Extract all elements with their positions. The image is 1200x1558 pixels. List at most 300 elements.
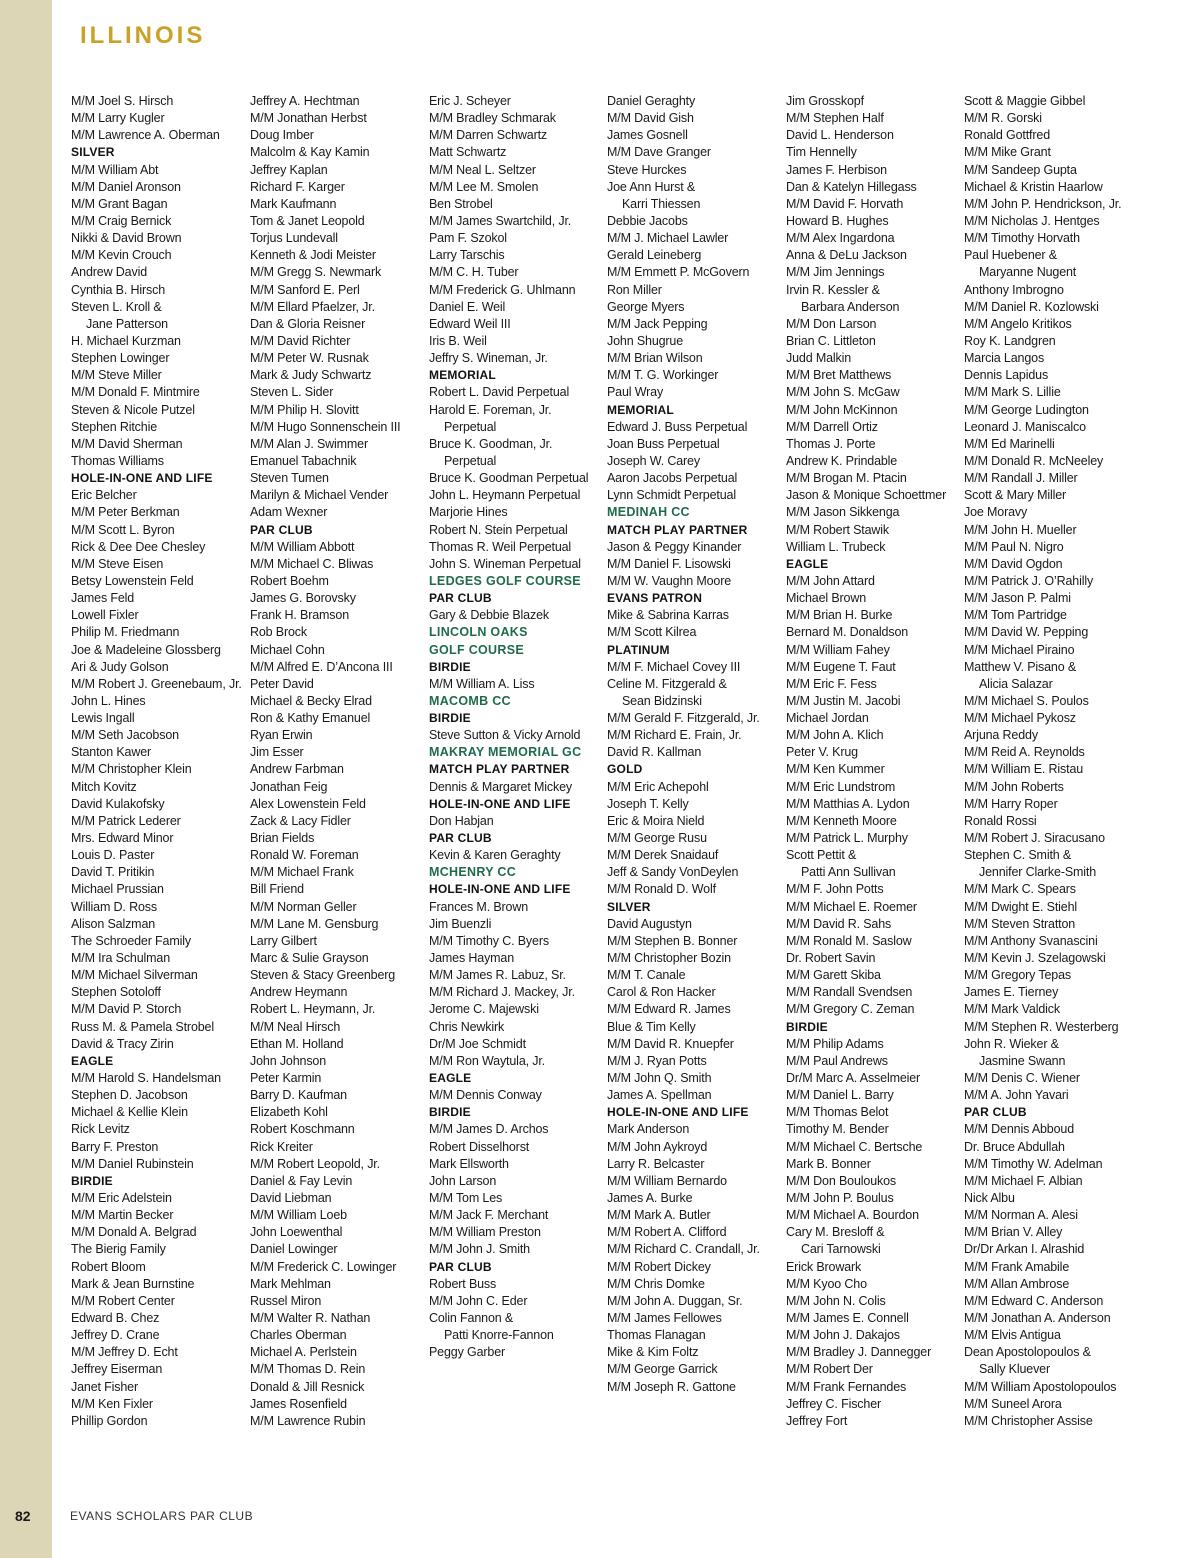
donor-name: M/M Richard C. Crandall, Jr. bbox=[607, 1242, 760, 1257]
donor-name: M/M Jason P. Palmi bbox=[964, 591, 1071, 606]
donor-name: Arjuna Reddy bbox=[964, 728, 1038, 743]
donor-name: Mark & Judy Schwartz bbox=[250, 368, 372, 383]
donor-name: M/M Stephen Half bbox=[786, 111, 884, 126]
donor-name: Bill Friend bbox=[250, 882, 304, 897]
donor-name: James A. Burke bbox=[607, 1191, 693, 1205]
donor-name: M/M Ronald M. Saslow bbox=[786, 933, 912, 948]
donor-name: Richard F. Karger bbox=[250, 179, 345, 194]
donor-name: M/M Don Larson bbox=[786, 316, 877, 331]
donor-name: M/M Steve Eisen bbox=[71, 556, 164, 571]
donor-name: Dr/Dr Arkan I. Alrashid bbox=[964, 1242, 1085, 1257]
donor-name: M/M John A. Duggan, Sr. bbox=[607, 1293, 743, 1308]
donor-name: M/M Darrell Ortiz bbox=[786, 419, 878, 434]
donor-name: Anna & DeLu Jackson bbox=[786, 248, 907, 263]
donor-name: M/M Larry Kugler bbox=[71, 111, 165, 126]
donor-name: Frank H. Bramson bbox=[250, 608, 350, 623]
donor-name-continuation: Jane Patterson bbox=[86, 316, 168, 331]
category-heading: GOLD bbox=[607, 762, 643, 777]
donor-name: M/M Gregg S. Newmark bbox=[250, 265, 382, 280]
donor-name: M/M Patrick L. Murphy bbox=[786, 831, 908, 846]
donor-name: Mark Mehlman bbox=[250, 1276, 331, 1291]
donor-name: M/M Grant Bagan bbox=[71, 196, 168, 211]
donor-name: M/M James Fellowes bbox=[607, 1310, 722, 1325]
page-side-band bbox=[0, 0, 52, 1558]
donor-name-continuation: Patti Ann Sullivan bbox=[801, 865, 896, 880]
donor-name: M/M Michael E. Roemer bbox=[786, 899, 917, 914]
donor-name: Mark Anderson bbox=[607, 1122, 690, 1137]
donor-name: Andrew Farbman bbox=[250, 762, 344, 777]
category-heading: MEMORIAL bbox=[607, 402, 674, 417]
donor-name: David T. Pritikin bbox=[71, 865, 155, 880]
donor-name: M/M R. Gorski bbox=[964, 111, 1042, 126]
donor-name: Michael & Kristin Haarlow bbox=[964, 179, 1103, 194]
donor-name: M/M Christopher Bozin bbox=[607, 951, 731, 966]
donor-name-continuation: Cari Tarnowski bbox=[801, 1242, 881, 1257]
donor-name: Stephen Sotoloff bbox=[71, 985, 161, 1000]
donor-name: M/M Eugene T. Faut bbox=[786, 659, 896, 674]
donor-name: Cary M. Bresloff & bbox=[786, 1225, 885, 1240]
donor-name: Stephen D. Jacobson bbox=[71, 1088, 188, 1103]
donor-name: Robert Boehm bbox=[250, 573, 329, 588]
category-heading: HOLE-IN-ONE AND LIFE bbox=[429, 796, 571, 811]
donor-name: James E. Tierney bbox=[964, 985, 1059, 1000]
category-heading: HOLE-IN-ONE AND LIFE bbox=[607, 1105, 749, 1120]
donor-name: Peggy Garber bbox=[429, 1345, 506, 1360]
donor-name: James Rosenfield bbox=[250, 1396, 347, 1411]
donor-name: M/M Gregory C. Zeman bbox=[786, 1002, 915, 1017]
donor-name: Marc & Sulie Grayson bbox=[250, 951, 369, 966]
donor-name: M/M Stephen R. Westerberg bbox=[964, 1019, 1119, 1034]
donor-name: M/M Michael Silverman bbox=[71, 968, 198, 983]
category-heading: BIRDIE bbox=[429, 659, 471, 674]
donor-column-2 bbox=[250, 93, 428, 1430]
donor-name: M/M Kenneth Moore bbox=[786, 813, 897, 828]
donor-name: Russel Miron bbox=[250, 1293, 322, 1308]
donor-name: M/M Chris Domke bbox=[607, 1276, 705, 1291]
donor-name: Daniel E. Weil bbox=[429, 299, 506, 314]
donor-name: M/M Edward C. Anderson bbox=[964, 1293, 1104, 1308]
donor-name: Blue & Tim Kelly bbox=[607, 1019, 696, 1034]
category-heading: EAGLE bbox=[71, 1053, 114, 1068]
donor-name: Carol & Ron Hacker bbox=[607, 985, 716, 1000]
donor-name: John L. Hines bbox=[71, 693, 146, 708]
publication-name: EVANS SCHOLARS PAR CLUB bbox=[70, 1509, 254, 1523]
donor-name: Malcolm & Kay Kamin bbox=[250, 145, 370, 160]
donor-name: M/M W. Vaughn Moore bbox=[607, 573, 732, 588]
donor-name: Marilyn & Michael Vender bbox=[250, 488, 389, 503]
donor-name-continuation: Perpetual bbox=[444, 453, 497, 468]
donor-name: M/M Reid A. Reynolds bbox=[964, 745, 1085, 760]
donor-name: Robert Koschmann bbox=[250, 1122, 355, 1137]
donor-name: William D. Ross bbox=[71, 899, 157, 914]
donor-name: M/M Michael Pykosz bbox=[964, 711, 1076, 726]
donor-name: M/M James D. Archos bbox=[429, 1122, 549, 1137]
donor-name: James G. Borovsky bbox=[250, 591, 356, 606]
donor-name: John S. Wineman Perpetual bbox=[429, 556, 581, 571]
donor-name: Jonathan Feig bbox=[250, 779, 328, 794]
donor-name: Ari & Judy Golson bbox=[71, 659, 169, 674]
category-heading: BIRDIE bbox=[71, 1173, 113, 1188]
donor-name: M/M John H. Mueller bbox=[964, 522, 1077, 537]
club-heading: MAKRAY MEMORIAL GC bbox=[429, 745, 582, 760]
category-heading: BIRDIE bbox=[786, 1019, 828, 1034]
donor-name: Louis D. Paster bbox=[71, 848, 155, 863]
donor-name: Alison Salzman bbox=[71, 916, 156, 931]
donor-name: M/M Gregory Tepas bbox=[964, 968, 1071, 983]
donor-name-continuation: Sean Bidzinski bbox=[622, 693, 702, 708]
donor-name: M/M William E. Ristau bbox=[964, 762, 1084, 777]
donor-name: Elizabeth Kohl bbox=[250, 1105, 328, 1120]
donor-name: M/M Robert Leopold, Jr. bbox=[250, 1156, 380, 1171]
donor-name: M/M Mark A. Butler bbox=[607, 1208, 711, 1223]
category-heading: BIRDIE bbox=[429, 711, 471, 726]
donor-name: Mark Kaufmann bbox=[250, 196, 337, 211]
donor-name: Mitch Kovitz bbox=[71, 779, 137, 794]
donor-name: Thomas J. Porte bbox=[786, 436, 876, 451]
donor-name: M/M Robert Stawik bbox=[786, 522, 890, 537]
donor-column-3 bbox=[429, 93, 607, 1361]
donor-name: Howard B. Hughes bbox=[786, 213, 889, 228]
donor-name: M/M F. Michael Covey III bbox=[607, 659, 741, 674]
donor-name: Dennis & Margaret Mickey bbox=[429, 779, 572, 794]
donor-name: Robert Disselhorst bbox=[429, 1139, 530, 1154]
donor-name: Marcia Langos bbox=[964, 351, 1045, 366]
donor-name: M/M Lee M. Smolen bbox=[429, 179, 539, 194]
donor-name: Lewis Ingall bbox=[71, 711, 135, 726]
donor-name: M/M Sandeep Gupta bbox=[964, 162, 1077, 177]
donor-name: M/M John C. Eder bbox=[429, 1293, 528, 1308]
donor-name: M/M C. H. Tuber bbox=[429, 265, 519, 280]
donor-name: Larry Tarschis bbox=[429, 248, 505, 263]
club-heading: MACOMB CC bbox=[429, 693, 511, 708]
donor-name: M/M Brogan M. Ptacin bbox=[786, 471, 907, 486]
donor-name: M/M Jim Jennings bbox=[786, 265, 885, 280]
donor-name: M/M Robert A. Clifford bbox=[607, 1225, 727, 1240]
donor-name: Michael Cohn bbox=[250, 642, 325, 657]
donor-name: Lowell Fixler bbox=[71, 608, 139, 623]
donor-name: M/M Suneel Arora bbox=[964, 1396, 1062, 1411]
donor-name: M/M Kevin Crouch bbox=[71, 248, 172, 263]
donor-name: M/M David R. Knuepfer bbox=[607, 1036, 734, 1051]
donor-name: M/M Jason Sikkenga bbox=[786, 505, 900, 520]
donor-name: M/M John N. Colis bbox=[786, 1293, 886, 1308]
donor-name: Ronald Rossi bbox=[964, 813, 1037, 828]
donor-name: M/M Elvis Antigua bbox=[964, 1328, 1061, 1343]
donor-name: Kevin & Karen Geraghty bbox=[429, 848, 561, 863]
donor-name: M/M Scott Kilrea bbox=[607, 625, 697, 640]
donor-name: Jason & Monique Schoettmer bbox=[786, 488, 947, 503]
donor-name: M/M Jack F. Merchant bbox=[429, 1208, 549, 1223]
donor-name: Jim Esser bbox=[250, 745, 304, 760]
donor-name: M/M Michael C. Bertsche bbox=[786, 1139, 923, 1154]
category-heading: MATCH PLAY PARTNER bbox=[607, 522, 748, 537]
donor-name: Andrew K. Prindable bbox=[786, 453, 898, 468]
donor-name: M/M Philip Adams bbox=[786, 1036, 884, 1051]
donor-name: M/M Joseph R. Gattone bbox=[607, 1379, 736, 1394]
donor-name: M/M William Loeb bbox=[250, 1208, 347, 1223]
donor-name-continuation: Sally Kluever bbox=[979, 1362, 1050, 1377]
donor-name: M/M Jack Pepping bbox=[607, 316, 708, 331]
donor-name: M/M Hugo Sonnenschein III bbox=[250, 419, 401, 434]
donor-name: Mike & Sabrina Karras bbox=[607, 608, 729, 623]
club-heading: LINCOLN OAKS bbox=[429, 625, 528, 640]
donor-name: Dr/M Joe Schmidt bbox=[429, 1036, 526, 1051]
donor-name: Michael Prussian bbox=[71, 882, 164, 897]
donor-name: M/M John S. McGaw bbox=[786, 385, 900, 400]
donor-name: M/M Paul N. Nigro bbox=[964, 539, 1064, 554]
donor-name: Joan Buss Perpetual bbox=[607, 436, 720, 451]
donor-name: James Feld bbox=[71, 591, 135, 606]
donor-name: M/M Nicholas J. Hentges bbox=[964, 213, 1100, 228]
donor-name: M/M Thomas Belot bbox=[786, 1105, 889, 1120]
donor-name: M/M Frederick C. Lowinger bbox=[250, 1259, 397, 1274]
donor-name: M/M John Roberts bbox=[964, 779, 1064, 794]
donor-name: Pam F. Szokol bbox=[429, 231, 507, 246]
donor-name: Eric J. Scheyer bbox=[429, 94, 511, 108]
donor-name: M/M Donald A. Belgrad bbox=[71, 1225, 197, 1240]
donor-name: M/M Ronald D. Wolf bbox=[607, 882, 716, 897]
donor-name: Paul Huebener & bbox=[964, 248, 1057, 263]
donor-name: M/M Bradley Schmarak bbox=[429, 111, 556, 126]
donor-name: John Loewenthal bbox=[250, 1225, 343, 1240]
donor-name: Edward J. Buss Perpetual bbox=[607, 419, 748, 434]
donor-name: M/M Edward R. James bbox=[607, 1002, 731, 1017]
donor-name: Russ M. & Pamela Strobel bbox=[71, 1019, 214, 1034]
donor-name: M/M Daniel F. Lisowski bbox=[607, 556, 731, 571]
donor-name: Eric & Moira Nield bbox=[607, 813, 705, 828]
donor-name: M/M Ira Schulman bbox=[71, 951, 171, 966]
donor-name: Charles Oberman bbox=[250, 1328, 347, 1343]
donor-name: M/M J. Ryan Potts bbox=[607, 1053, 707, 1068]
donor-name: Cynthia B. Hirsch bbox=[71, 282, 166, 297]
donor-name: M/M Richard J. Mackey, Jr. bbox=[429, 985, 575, 1000]
category-heading: MEMORIAL bbox=[429, 368, 496, 383]
donor-name: Frances M. Brown bbox=[429, 899, 529, 914]
donor-name: M/M T. G. Workinger bbox=[607, 368, 719, 383]
donor-name: M/M Harry Roper bbox=[964, 796, 1058, 811]
donor-name: Emanuel Tabachnik bbox=[250, 453, 357, 468]
donor-name: M/M Dwight E. Stiehl bbox=[964, 899, 1078, 914]
donor-name: Ron & Kathy Emanuel bbox=[250, 711, 371, 726]
donor-name: Joe Moravy bbox=[964, 505, 1028, 520]
donor-name: Mark Ellsworth bbox=[429, 1156, 509, 1171]
donor-name: M/M Frank Fernandes bbox=[786, 1379, 907, 1394]
donor-name: M/M Mike Grant bbox=[964, 145, 1051, 160]
donor-name: Erick Browark bbox=[786, 1259, 862, 1274]
donor-name: M/M Angelo Kritikos bbox=[964, 316, 1072, 331]
donor-name: M/M Frank Amabile bbox=[964, 1259, 1070, 1274]
donor-name: David Kulakofsky bbox=[71, 796, 165, 811]
donor-name: Eric Belcher bbox=[71, 488, 137, 503]
donor-name: Michael Brown bbox=[786, 591, 867, 606]
donor-name: John L. Heymann Perpetual bbox=[429, 488, 581, 503]
donor-name: Leonard J. Maniscalco bbox=[964, 419, 1086, 434]
donor-name: Rick Levitz bbox=[71, 1122, 130, 1137]
donor-name: Tim Hennelly bbox=[786, 145, 857, 160]
donor-name: Chris Newkirk bbox=[429, 1019, 505, 1034]
category-heading: PAR CLUB bbox=[429, 591, 492, 606]
donor-name: Adam Wexner bbox=[250, 505, 328, 520]
donor-name: M/M Eric Achepohl bbox=[607, 779, 709, 794]
donor-name: M/M Ed Marinelli bbox=[964, 436, 1055, 451]
donor-name: James Hayman bbox=[429, 951, 515, 966]
donor-name: M/M John Q. Smith bbox=[607, 1071, 712, 1086]
donor-name: Janet Fisher bbox=[71, 1379, 138, 1394]
donor-name: M/M Ken Kummer bbox=[786, 762, 885, 777]
donor-name: Joe Ann Hurst & bbox=[607, 179, 696, 194]
category-heading: EAGLE bbox=[429, 1071, 472, 1086]
donor-name: M/M Patrick Lederer bbox=[71, 813, 181, 828]
donor-name: Matt Schwartz bbox=[429, 145, 507, 160]
donor-name: M/M Craig Bernick bbox=[71, 213, 172, 228]
donor-name: M/M Thomas D. Rein bbox=[250, 1362, 366, 1377]
club-heading: GOLF COURSE bbox=[429, 642, 524, 657]
donor-name: Ronald W. Foreman bbox=[250, 848, 359, 863]
donor-name: M/M Patrick J. O’Rahilly bbox=[964, 573, 1094, 588]
donor-name: Jeffry S. Wineman, Jr. bbox=[429, 351, 548, 366]
donor-name: Ryan Erwin bbox=[250, 728, 313, 743]
donor-name: David L. Henderson bbox=[786, 128, 894, 143]
donor-column-6 bbox=[964, 93, 1142, 1430]
donor-name: M/M Robert J. Greenebaum, Jr. bbox=[71, 676, 242, 691]
donor-name: Robert Buss bbox=[429, 1276, 497, 1291]
category-heading: HOLE-IN-ONE AND LIFE bbox=[71, 471, 213, 486]
donor-name: Jerome C. Majewski bbox=[429, 1002, 539, 1017]
donor-name: Steven L. Kroll & bbox=[71, 299, 162, 314]
donor-name: M/M Walter R. Nathan bbox=[250, 1310, 371, 1325]
donor-name: M/M Allan Ambrose bbox=[964, 1276, 1070, 1291]
donor-name: M/M William Abbott bbox=[250, 539, 355, 554]
donor-name: Jeffrey Eiserman bbox=[71, 1362, 163, 1377]
donor-name: Marjorie Hines bbox=[429, 505, 508, 520]
club-heading: MEDINAH CC bbox=[607, 505, 690, 520]
donor-name: M/M Richard E. Frain, Jr. bbox=[607, 728, 742, 743]
donor-name: Jeffrey Kaplan bbox=[250, 162, 328, 177]
donor-name: Donald & Jill Resnick bbox=[250, 1379, 365, 1394]
donor-name: M/M William Apostolopoulos bbox=[964, 1379, 1117, 1394]
donor-name: M/M William Preston bbox=[429, 1225, 541, 1240]
donor-name: M/M William A. Liss bbox=[429, 676, 535, 691]
donor-name: Mrs. Edward Minor bbox=[71, 831, 174, 846]
donor-name: M/M George Ludington bbox=[964, 402, 1089, 417]
donor-name: M/M Robert Center bbox=[71, 1293, 175, 1308]
donor-name: M/M John Attard bbox=[786, 573, 875, 588]
donor-name: M/M Brian H. Burke bbox=[786, 608, 893, 623]
donor-name: M/M James R. Labuz, Sr. bbox=[429, 968, 566, 983]
donor-name: M/M Ron Waytula, Jr. bbox=[429, 1053, 546, 1068]
donor-name: Bruce K. Goodman, Jr. bbox=[429, 436, 553, 451]
category-heading: PAR CLUB bbox=[250, 522, 313, 537]
donor-name: M/M F. John Potts bbox=[786, 882, 884, 897]
donor-name: Colin Fannon & bbox=[429, 1310, 514, 1325]
category-heading: SILVER bbox=[71, 145, 115, 160]
donor-name: John Shugrue bbox=[607, 333, 684, 348]
donor-name: M/M John Aykroyd bbox=[607, 1139, 708, 1154]
donor-name: M/M Jonathan Herbst bbox=[250, 111, 367, 126]
donor-name: M/M T. Canale bbox=[607, 968, 686, 983]
donor-name: Thomas Flanagan bbox=[607, 1328, 706, 1343]
donor-name: James F. Herbison bbox=[786, 162, 887, 177]
donor-name: M/M Neal Hirsch bbox=[250, 1019, 341, 1034]
donor-name: Zack & Lacy Fidler bbox=[250, 813, 351, 828]
category-heading: SILVER bbox=[607, 899, 651, 914]
donor-name: Ron Miller bbox=[607, 282, 662, 297]
donor-name: Mark & Jean Burnstine bbox=[71, 1276, 195, 1291]
donor-name: David Augustyn bbox=[607, 916, 692, 931]
donor-name: Philip M. Friedmann bbox=[71, 625, 180, 640]
donor-name: M/M David W. Pepping bbox=[964, 625, 1089, 640]
donor-name: M/M Dave Granger bbox=[607, 145, 711, 160]
donor-name: M/M William Fahey bbox=[786, 642, 890, 657]
donor-name: M/M William Abt bbox=[71, 162, 159, 177]
donor-name: M/M David R. Sahs bbox=[786, 916, 892, 931]
donor-name: David R. Kallman bbox=[607, 745, 702, 760]
donor-name: William L. Trubeck bbox=[786, 539, 886, 554]
donor-name: Stanton Kawer bbox=[71, 745, 152, 760]
donor-list bbox=[71, 93, 1191, 1493]
donor-name: M/M Lawrence A. Oberman bbox=[71, 128, 220, 143]
donor-name: M/M Tom Partridge bbox=[964, 608, 1067, 623]
donor-column-4 bbox=[607, 93, 785, 1396]
donor-name-continuation: Jennifer Clarke-Smith bbox=[979, 865, 1097, 880]
donor-name: Steven L. Sider bbox=[250, 385, 334, 400]
donor-name: M/M Philip H. Slovitt bbox=[250, 402, 359, 417]
donor-name: M/M Garett Skiba bbox=[786, 968, 881, 983]
donor-name: Edward B. Chez bbox=[71, 1310, 160, 1325]
donor-name: Nick Albu bbox=[964, 1191, 1015, 1205]
donor-name: Debbie Jacobs bbox=[607, 213, 688, 228]
donor-name: M/M Daniel Rubinstein bbox=[71, 1156, 194, 1171]
donor-name: Rick & Dee Dee Chesley bbox=[71, 539, 206, 554]
donor-column-5 bbox=[786, 93, 964, 1430]
donor-name: M/M Alfred E. D’Ancona III bbox=[250, 659, 393, 674]
category-heading: EVANS PATRON bbox=[607, 591, 703, 606]
donor-name: Jeffrey Fort bbox=[786, 1413, 848, 1428]
donor-name: M/M Kyoo Cho bbox=[786, 1276, 867, 1291]
donor-name: M/M Peter Berkman bbox=[71, 505, 180, 520]
donor-name: M/M Norman A. Alesi bbox=[964, 1208, 1078, 1223]
donor-name: Joe & Madeleine Glossberg bbox=[71, 642, 221, 657]
donor-name: M/M Jonathan A. Anderson bbox=[964, 1310, 1111, 1325]
donor-name: Irvin R. Kessler & bbox=[786, 282, 880, 297]
donor-name: Jeffrey D. Crane bbox=[71, 1328, 160, 1343]
donor-name: Aaron Jacobs Perpetual bbox=[607, 471, 738, 486]
donor-name: Doug Imber bbox=[250, 128, 314, 143]
donor-name: Torjus Lundevall bbox=[250, 231, 338, 246]
donor-name: M/M Anthony Svanascini bbox=[964, 933, 1098, 948]
donor-name: M/M Peter W. Rusnak bbox=[250, 351, 369, 366]
donor-name: Steven Tumen bbox=[250, 471, 329, 486]
donor-name: Jim Grosskopf bbox=[786, 94, 864, 108]
donor-name: M/M Mark S. Lillie bbox=[964, 385, 1061, 400]
donor-name-continuation: Alicia Salazar bbox=[979, 676, 1053, 691]
donor-name: Ethan M. Holland bbox=[250, 1036, 344, 1051]
donor-name: M/M Frederick G. Uhlmann bbox=[429, 282, 576, 297]
donor-name: M/M Gerald F. Fitzgerald, Jr. bbox=[607, 711, 760, 726]
donor-name: M/M Daniel R. Kozlowski bbox=[964, 299, 1099, 314]
donor-name: M/M Martin Becker bbox=[71, 1208, 174, 1223]
donor-name: Andrew Heymann bbox=[250, 985, 348, 1000]
donor-name: The Schroeder Family bbox=[71, 933, 191, 948]
donor-name: M/M Michael Piraino bbox=[964, 642, 1075, 657]
donor-name: M/M Matthias A. Lydon bbox=[786, 796, 910, 811]
donor-name: M/M Paul Andrews bbox=[786, 1053, 888, 1068]
category-heading: PAR CLUB bbox=[429, 831, 492, 846]
donor-name: M/M Jeffrey D. Echt bbox=[71, 1345, 178, 1360]
donor-name: M/M Eric F. Fess bbox=[786, 676, 877, 691]
donor-name: Jason & Peggy Kinander bbox=[607, 539, 742, 554]
donor-name: M/M David Sherman bbox=[71, 436, 183, 451]
